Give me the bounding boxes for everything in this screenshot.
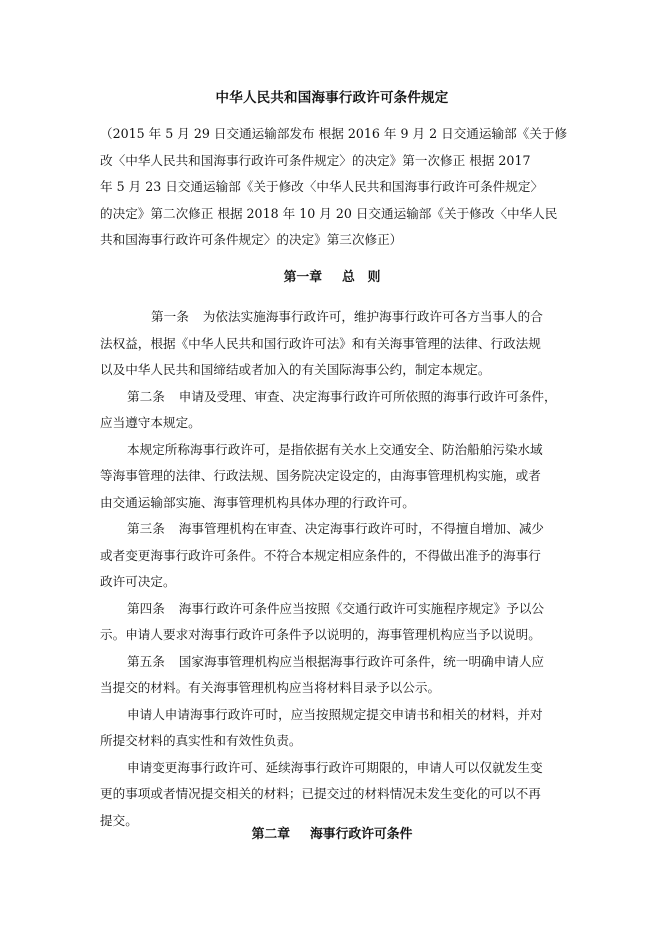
article-text-line: 本规定所称海事行政许可，是指依据有关水上交通安全、防治船舶污染水域 xyxy=(127,441,543,457)
history-line: 的决定》第二次修正 根据 2018 年 10 月 20 日交通运输部《关于修改〈中华人民 xyxy=(100,205,558,221)
article-number: 第三条 xyxy=(127,521,165,536)
chapter-number: 第二章 xyxy=(251,827,290,842)
history-line: 共和国海事行政许可条件规定〉的决定》第三次修正） xyxy=(100,232,403,247)
article-4 xyxy=(100,599,570,652)
chapter-name: 海事行政许可条件 xyxy=(310,827,413,842)
chapter-1-body xyxy=(100,307,570,837)
article-3 xyxy=(100,519,570,599)
article-number: 第四条 xyxy=(127,600,165,616)
article-number: 第二条 xyxy=(127,388,165,404)
article-text-line: 或者变更海事行政许可条件。不符合本规定相应条件的，不得做出准予的海事行 xyxy=(100,547,541,563)
article-2 xyxy=(100,387,570,440)
article-text-line: 更的事项或者情况提交相关的材料；已提交过的材料情况未发生变化的可以不再 xyxy=(100,786,541,801)
article-text-line: 政许可决定。 xyxy=(100,574,176,589)
chapter-heading-1 xyxy=(96,269,568,287)
article-text-line: 由交通运输部实施、海事管理机构具体办理的行政许可。 xyxy=(100,494,415,510)
article-2-paragraph-2 xyxy=(100,440,570,520)
article-text-line: 国家海事管理机构应当根据海事行政许可条件，统一明确申请人应 xyxy=(178,653,544,669)
article-text-line: 法权益，根据《中华人民共和国行政许可法》和有关海事管理的法律、行政法规 xyxy=(100,335,541,351)
article-5-paragraph-2 xyxy=(100,705,570,758)
history-line: 年 5 月 23 日交通运输部《关于修改〈中华人民共和国海事行政许可条件规定〉 xyxy=(100,179,544,194)
article-text-line: 提交。 xyxy=(100,812,138,828)
history-line: （2015 年 5 月 29 日交通运输部发布 根据 2016 年 9 月 2 日交通运输部《关于修 xyxy=(100,126,568,141)
article-text-line: 所提交材料的真实性和有效性负责。 xyxy=(100,733,302,748)
article-text-line: 申请变更海事行政许可、延续海事行政许可期限的，申请人可以仅就发生变 xyxy=(127,759,543,775)
article-text-line: 示。申请人要求对海事行政许可条件予以说明的，海事管理机构应当予以说明。 xyxy=(100,627,541,642)
article-text-line: 为依法实施海事行政许可，维护海事行政许可各方当事人的合 xyxy=(202,309,543,324)
chapter-heading-2 xyxy=(96,826,568,844)
chapter-number: 第一章 xyxy=(283,270,322,285)
article-text-line: 海事管理机构在审查、决定海事行政许可时，不得擅自增加、减少 xyxy=(178,521,544,536)
article-text-line: 申请及受理、审查、决定海事行政许可所依照的海事行政许可条件， xyxy=(178,388,557,404)
article-1 xyxy=(100,307,570,387)
article-text-line: 申请人申请海事行政许可时，应当按照规定提交申请书和相关的材料，并对 xyxy=(127,706,543,722)
chapter-name: 总 则 xyxy=(342,270,381,285)
article-number: 第五条 xyxy=(127,653,165,669)
article-5 xyxy=(100,652,570,705)
article-text-line: 应当遵守本规定。 xyxy=(100,415,201,430)
amendment-history xyxy=(100,124,570,257)
article-text-line: 海事行政许可条件应当按照《交通行政许可实施程序规定》予以公 xyxy=(178,600,544,616)
article-text-line: 等海事管理的法律、行政法规、国务院决定设定的，由海事管理机构实施，或者 xyxy=(100,468,541,483)
article-number: 第一条 xyxy=(151,309,189,324)
history-line: 改〈中华人民共和国海事行政许可条件规定〉的决定》第一次修正 根据 2017 xyxy=(100,152,531,168)
article-text-line: 以及中华人民共和国缔结或者加入的有关国际海事公约，制定本规定。 xyxy=(100,362,491,377)
page-title: 中华人民共和国海事行政许可条件规定 xyxy=(215,90,449,106)
article-text-line: 当提交的材料。有关海事管理机构应当将材料目录予以公示。 xyxy=(100,680,441,695)
